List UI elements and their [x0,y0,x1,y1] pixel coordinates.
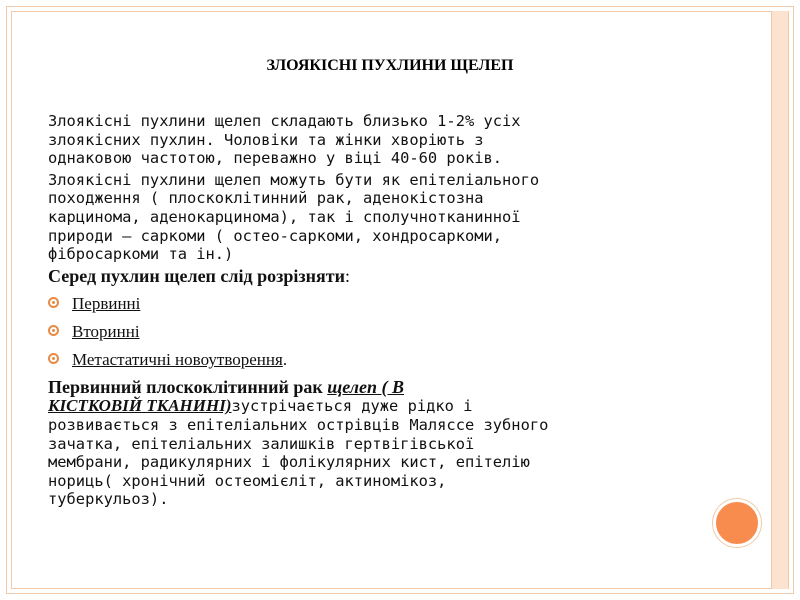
text-line: розвивається з епітеліальних острівців Малясcе зубного [48,415,549,434]
list-item-text: Первинні [72,294,141,314]
decorative-circle-icon [713,499,761,547]
text-line [48,377,698,398]
list-item-suffix: . [282,350,288,370]
right-decorative-band [771,11,788,589]
emphasis-bone-tissue: КІСТКОВІЙ ТКАНИНІ) [48,396,232,416]
slide-title: ЗЛОЯКІСНІ ПУХЛИНИ ЩЕЛЕП [266,57,514,74]
list-item-secondary [48,322,698,341]
text-line [48,396,698,416]
paragraph-primary-carcinoma [48,378,698,509]
text-line: нориць( хронічний остеомієліт, актиномікоз, [48,471,447,490]
classification-heading [48,267,698,287]
paragraph-origin [48,171,698,264]
list-item-text: Вторинні [72,322,140,342]
bullet-icon [48,325,59,336]
text-fragment: зустрічається дуже рідко і [231,397,473,416]
bullet-icon [48,297,59,308]
text-line: Злоякісні пухлини щелеп складають близько 1-2% усіх [48,112,521,130]
list-item-text: Метастатичні новоутворення [72,350,283,370]
list-item-metastatic [48,350,698,369]
text-line: туберкульоз). [48,490,169,509]
list-item-primary [48,294,698,313]
primary-carcinoma-term: Первинний плоскоклітинний рак [48,377,328,398]
text-line: фібросаркоми та ін.) [48,245,234,264]
text-line: зачатка, епітеліальних залишків гертвігівської [48,434,475,453]
paragraph-incidence [48,112,698,168]
text-line: мембрани, радикулярних і фолікулярних кист, епітелію [48,453,530,472]
emphasis-jaws: щелеп ( В [327,377,405,398]
text-line: злоякісних пухлин. Чоловіки та жінки хворіють з [48,130,484,149]
bullet-icon [48,353,59,364]
classification-heading-colon: : [344,265,350,286]
slide-content [48,112,698,509]
classification-heading-text: Серед пухлин щелеп слід розрізняти [48,265,345,286]
text-line: карцинома, аденокарцинома), так і сполучнотканинної [48,207,521,226]
text-line: походження ( плоскоклітинний рак, аденокістозна [48,189,484,208]
text-line: Злоякісні пухлини щелеп можуть бути як епітеліального [48,170,540,189]
text-line: природи – саркоми ( остео-саркоми, хондросаркоми, [48,226,503,245]
text-line: однаковою частотою, переважно у віці 40-60 років. [48,149,503,168]
